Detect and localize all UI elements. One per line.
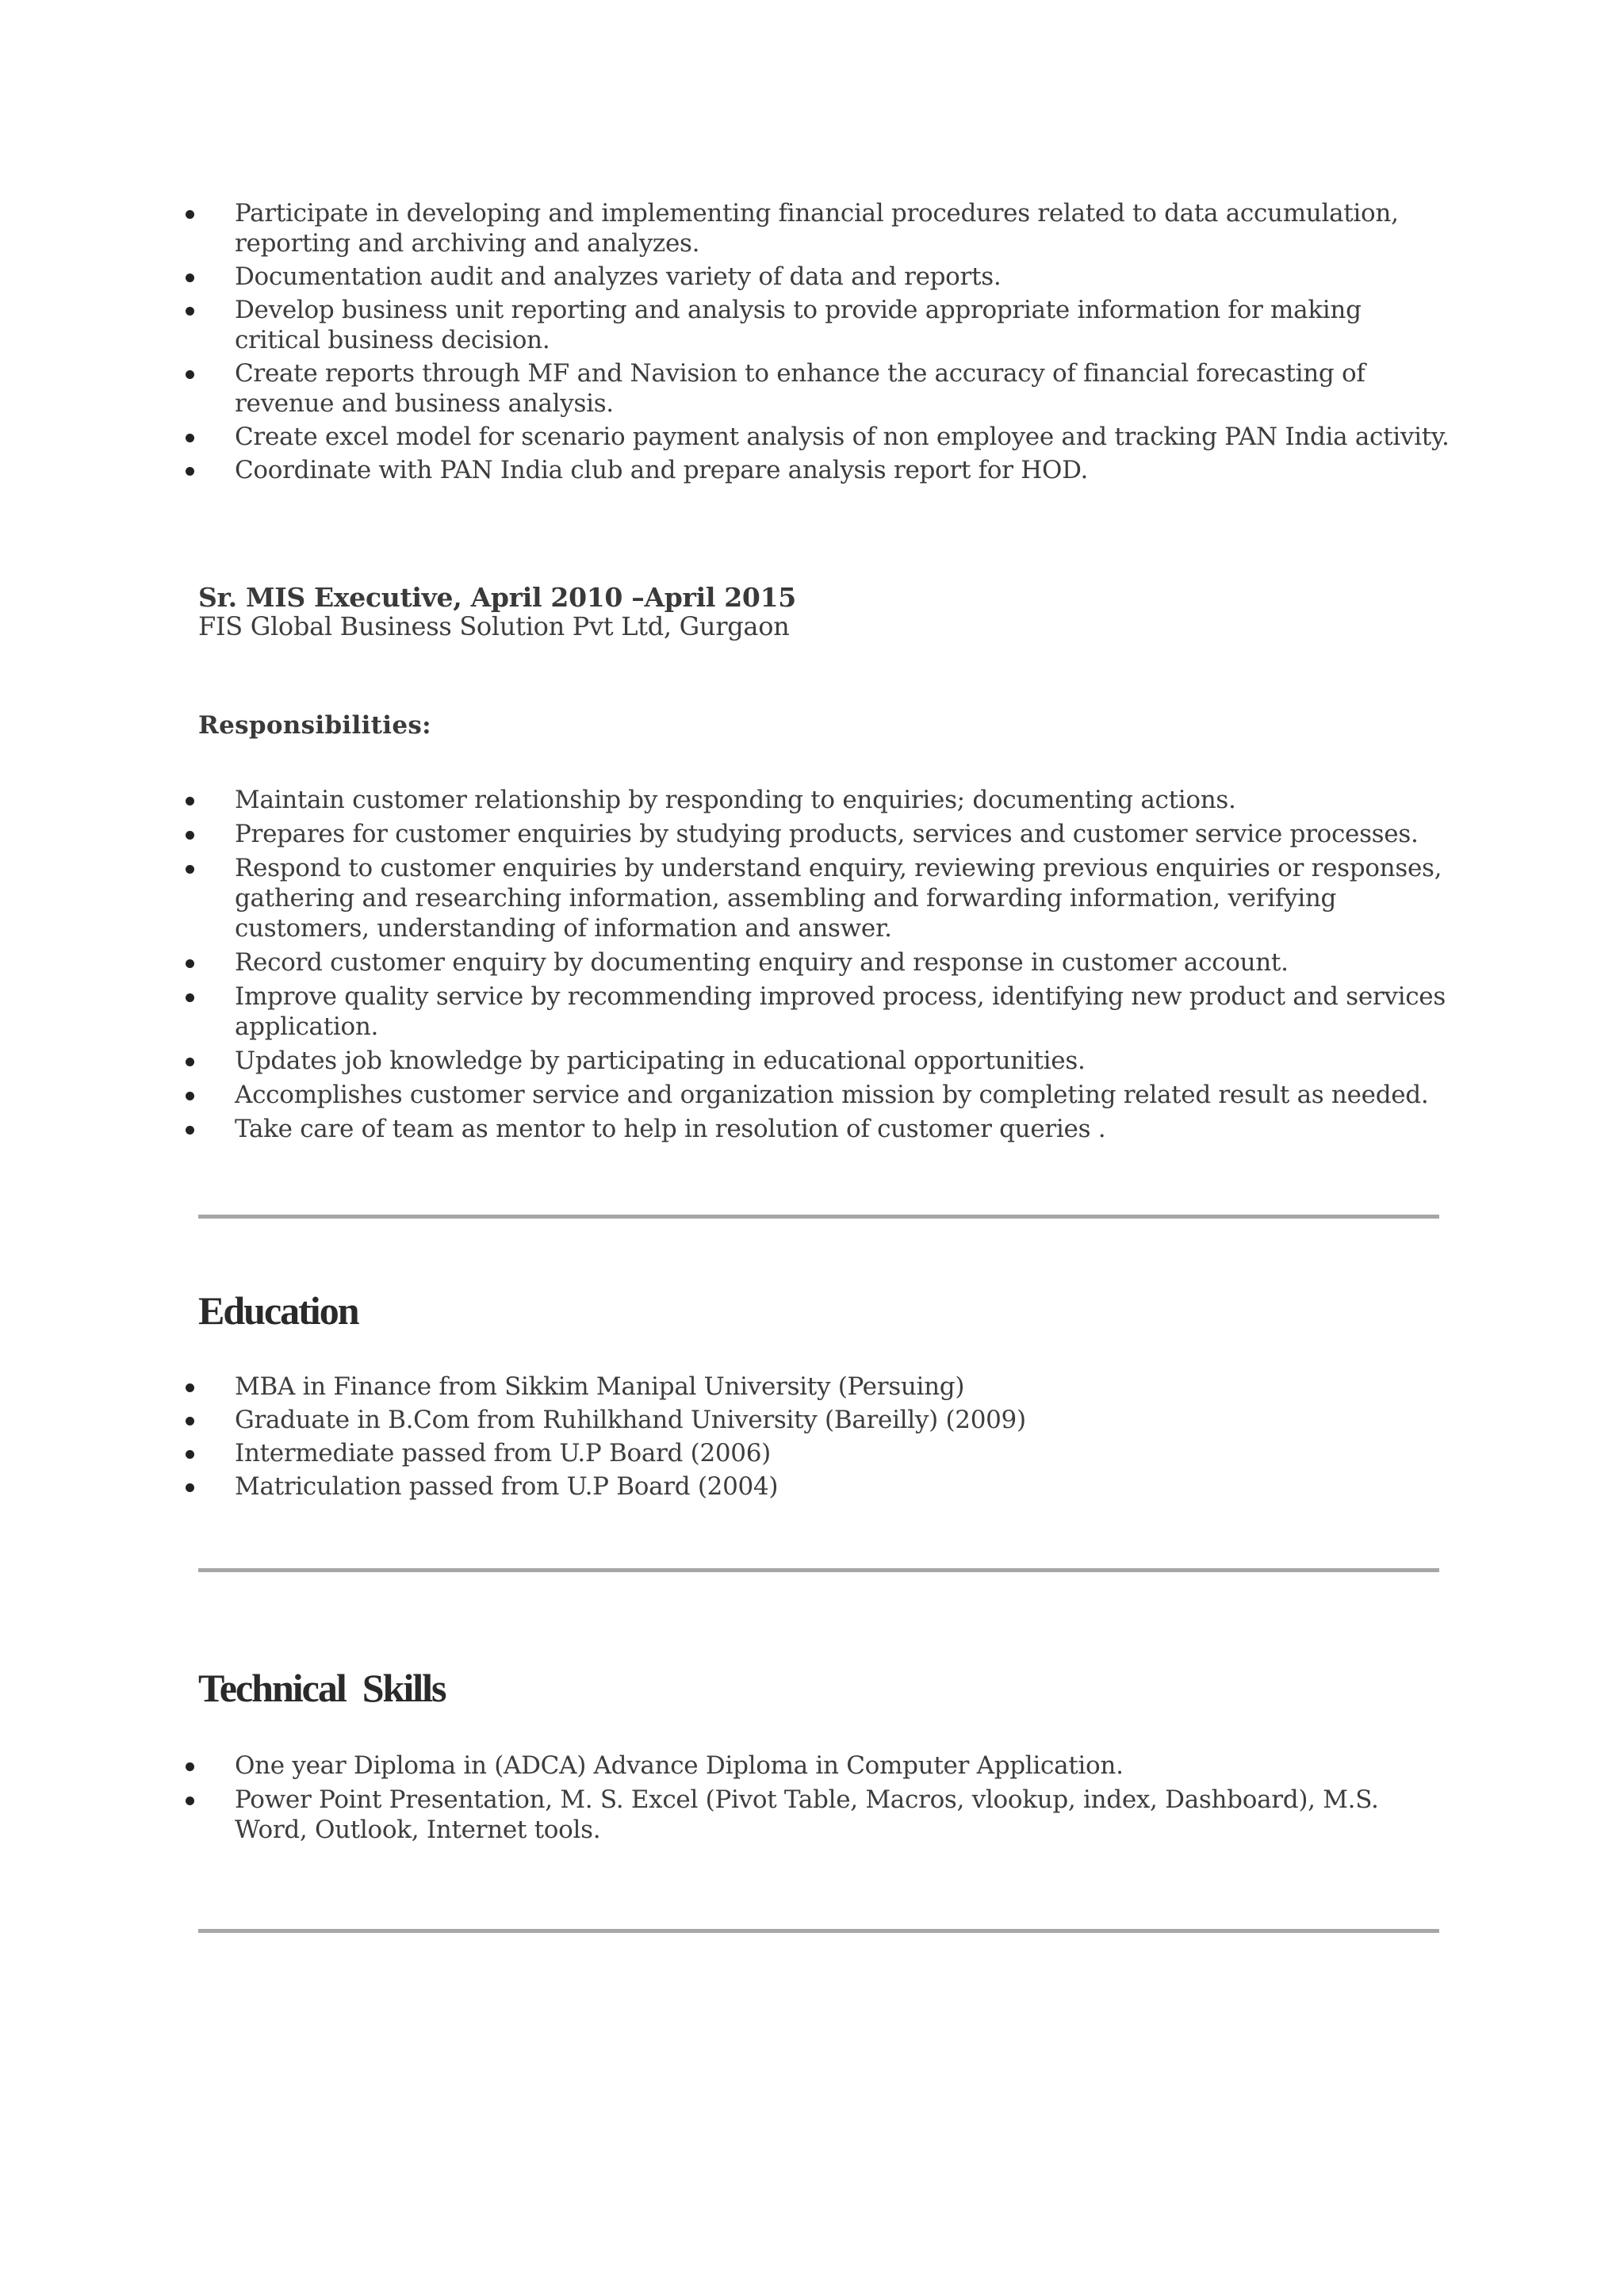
- list-item: [182, 358, 1451, 419]
- bullet-icon: [186, 1797, 194, 1805]
- bullet-text: Participate in developing and implementing financial procedures related to data accumulation, reporting and archiving and analyzes.: [235, 199, 1399, 258]
- section-divider: [198, 1929, 1439, 1933]
- list-item: [182, 947, 1451, 978]
- job-company: FIS Global Business Solution Pvt Ltd, Gurgaon: [198, 611, 790, 641]
- bullet-icon: [186, 370, 194, 379]
- responsibilities-list: [182, 785, 1451, 1148]
- list-item: [182, 295, 1451, 355]
- list-item: [182, 1046, 1451, 1076]
- list-item: [182, 1751, 1451, 1781]
- bullet-text: Coordinate with PAN India club and prepare analysis report for HOD.: [235, 456, 1089, 484]
- list-item: [182, 1372, 1451, 1402]
- list-item: [182, 422, 1451, 452]
- bullet-icon: [186, 831, 194, 840]
- list-item: [182, 785, 1451, 815]
- bullet-icon: [186, 1417, 194, 1425]
- bullet-text: Maintain customer relationship by responding to enquiries; documenting actions.: [235, 786, 1236, 814]
- list-item: [182, 1405, 1451, 1435]
- technical-skills-list: [182, 1751, 1451, 1849]
- list-item: [182, 455, 1451, 485]
- bullet-icon: [186, 1383, 194, 1392]
- list-item: [182, 1114, 1451, 1144]
- bullet-text: Create reports through MF and Navision to enhance the accuracy of financial forecasting of revenue and business analysis.: [235, 359, 1365, 418]
- section-divider: [198, 1215, 1439, 1219]
- bullet-icon: [186, 1762, 194, 1771]
- bullet-icon: [186, 307, 194, 316]
- bullet-text: Power Point Presentation, M. S. Excel (Pivot Table, Macros, vlookup, index, Dashboard), M.S. Word, Outlook, Internet tools.: [235, 1785, 1379, 1844]
- bullet-text: Graduate in B.Com from Ruhilkhand University (Bareilly) (2009): [235, 1406, 1026, 1434]
- bullet-icon: [186, 797, 194, 806]
- bullet-icon: [186, 1450, 194, 1459]
- list-item: [182, 262, 1451, 292]
- list-item: [182, 198, 1451, 258]
- bullet-text: Develop business unit reporting and analysis to provide appropriate information for making critical business decision.: [235, 296, 1362, 354]
- bullet-icon: [186, 467, 194, 476]
- experience-bullet-list: [182, 198, 1451, 488]
- bullet-icon: [186, 1483, 194, 1492]
- list-item: [182, 853, 1451, 943]
- bullet-icon: [186, 1058, 194, 1066]
- bullet-text: MBA in Finance from Sikkim Manipal University (Persuing): [235, 1372, 965, 1401]
- list-item: [182, 1471, 1451, 1502]
- bullet-text: Take care of team as mentor to help in resolution of customer queries .: [235, 1115, 1106, 1143]
- bullet-text: Matriculation passed from U.P Board (2004): [235, 1472, 779, 1501]
- list-item: [182, 1438, 1451, 1468]
- bullet-icon: [186, 210, 194, 219]
- list-item: [182, 1785, 1451, 1845]
- bullet-text: Accomplishes customer service and organization mission by completing related result as needed.: [235, 1081, 1429, 1109]
- bullet-icon: [186, 1126, 194, 1135]
- bullet-icon: [186, 1092, 194, 1100]
- technical-skills-heading: Technical Skills: [198, 1666, 446, 1710]
- section-divider: [198, 1568, 1439, 1572]
- bullet-icon: [186, 993, 194, 1002]
- list-item: [182, 982, 1451, 1042]
- bullet-icon: [186, 274, 194, 282]
- job-title: Sr. MIS Executive, April 2010 –April 2015: [198, 582, 796, 613]
- bullet-text: Record customer enquiry by documenting enquiry and response in customer account.: [235, 948, 1289, 977]
- bullet-text: Create excel model for scenario payment analysis of non employee and tracking PAN India activity.: [235, 423, 1450, 451]
- bullet-text: Respond to customer enquiries by understand enquiry, reviewing previous enquiries or responses, gathering and researching information, assembling and forwarding information, verifying customers, understanding of information and answer.: [235, 854, 1442, 943]
- bullet-text: Updates job knowledge by participating in educational opportunities.: [235, 1047, 1086, 1075]
- list-item: [182, 1080, 1451, 1110]
- bullet-text: Improve quality service by recommending improved process, identifying new product and services application.: [235, 982, 1446, 1041]
- bullet-text: Documentation audit and analyzes variety of data and reports.: [235, 262, 1002, 291]
- education-heading: Education: [198, 1288, 358, 1333]
- list-item: [182, 819, 1451, 849]
- responsibilities-heading: Responsibilities:: [198, 711, 431, 740]
- bullet-icon: [186, 434, 194, 442]
- bullet-icon: [186, 959, 194, 968]
- bullet-text: Prepares for customer enquiries by studying products, services and customer service processes.: [235, 820, 1419, 848]
- bullet-text: One year Diploma in (ADCA) Advance Diploma in Computer Application.: [235, 1751, 1124, 1780]
- education-list: [182, 1372, 1451, 1505]
- bullet-text: Intermediate passed from U.P Board (2006): [235, 1439, 771, 1468]
- bullet-icon: [186, 865, 194, 874]
